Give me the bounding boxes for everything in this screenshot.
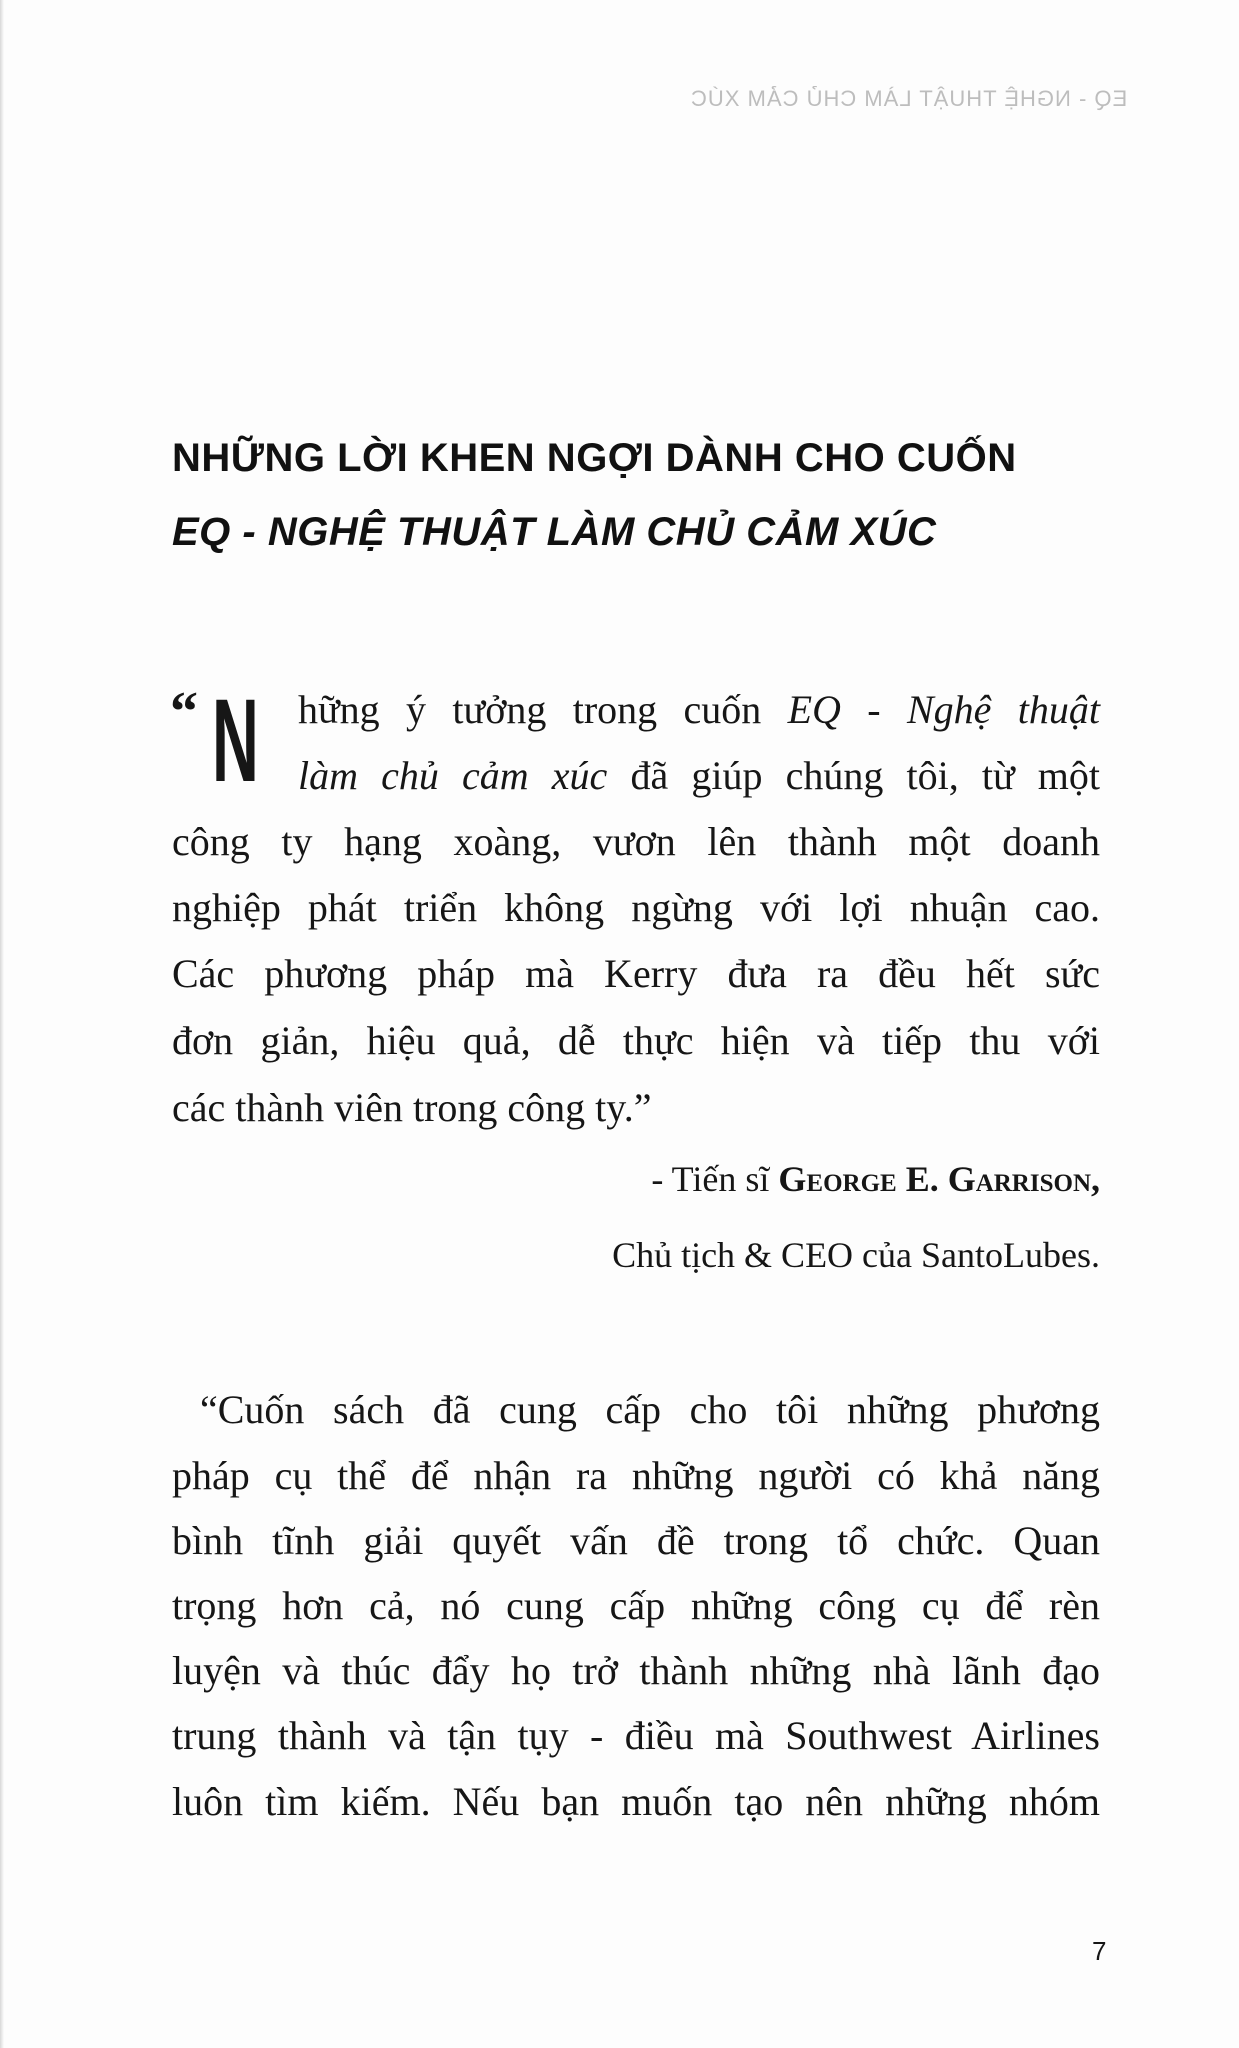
quote1-attribution: - Tiến sĩ George E. Garrison, bbox=[651, 1159, 1100, 1199]
quote1-line-2: làm chủ cảm xúc đã giúp chúng tôi, từ một bbox=[298, 753, 1100, 798]
quote2-line-1: “Cuốn sách đã cung cấp cho tôi những phương bbox=[200, 1387, 1100, 1432]
quote2-line-7: luôn tìm kiếm. Nếu bạn muốn tạo nên những nhóm bbox=[172, 1779, 1100, 1824]
page-number: 7 bbox=[1092, 1936, 1107, 1966]
drop-cap: N bbox=[212, 675, 259, 807]
quote1-line-5: Các phương pháp mà Kerry đưa ra đều hết sức bbox=[172, 951, 1100, 996]
page-title-line-1: NHỮNG LỜI KHEN NGỢI DÀNH CHO CUỐN bbox=[172, 436, 1017, 480]
quote2-line-2: pháp cụ thể để nhận ra những người có khả năng bbox=[172, 1453, 1100, 1498]
quote2-line-6: trung thành và tận tụy - điều mà Southwest Airlines bbox=[172, 1713, 1100, 1758]
quote2-line-3: bình tĩnh giải quyết vấn đề trong tổ chức. Quan bbox=[172, 1518, 1100, 1563]
quote1-line-4: nghiệp phát triển không ngừng với lợi nhuận cao. bbox=[172, 885, 1100, 930]
quote1-attribution-title: Chủ tịch & CEO của SantoLubes. bbox=[612, 1235, 1100, 1275]
quote2-line-5: luyện và thúc đẩy họ trở thành những nhà lãnh đạo bbox=[172, 1648, 1100, 1693]
quote1-line-3: công ty hạng xoàng, vươn lên thành một doanh bbox=[172, 819, 1100, 864]
open-quote-mark: “ bbox=[170, 681, 198, 743]
page-title-line-2: EQ - NGHỆ THUẬT LÀM CHỦ CẢM XÚC bbox=[172, 510, 937, 554]
running-header-bleedthrough: EQ - NGHỆ THUẬT LÀM CHỦ CẢM XÚC bbox=[690, 86, 1128, 111]
quote1-line-6: đơn giản, hiệu quả, dễ thực hiện và tiếp thu với bbox=[172, 1018, 1100, 1063]
quote2-line-4: trọng hơn cả, nó cung cấp những công cụ để rèn bbox=[172, 1583, 1100, 1628]
quote1-line-1: hững ý tưởng trong cuốn EQ - Nghệ thuật bbox=[298, 687, 1100, 732]
quote1-line-7: các thành viên trong công ty.” bbox=[172, 1085, 652, 1130]
page-edge-shadow bbox=[0, 0, 4, 2048]
